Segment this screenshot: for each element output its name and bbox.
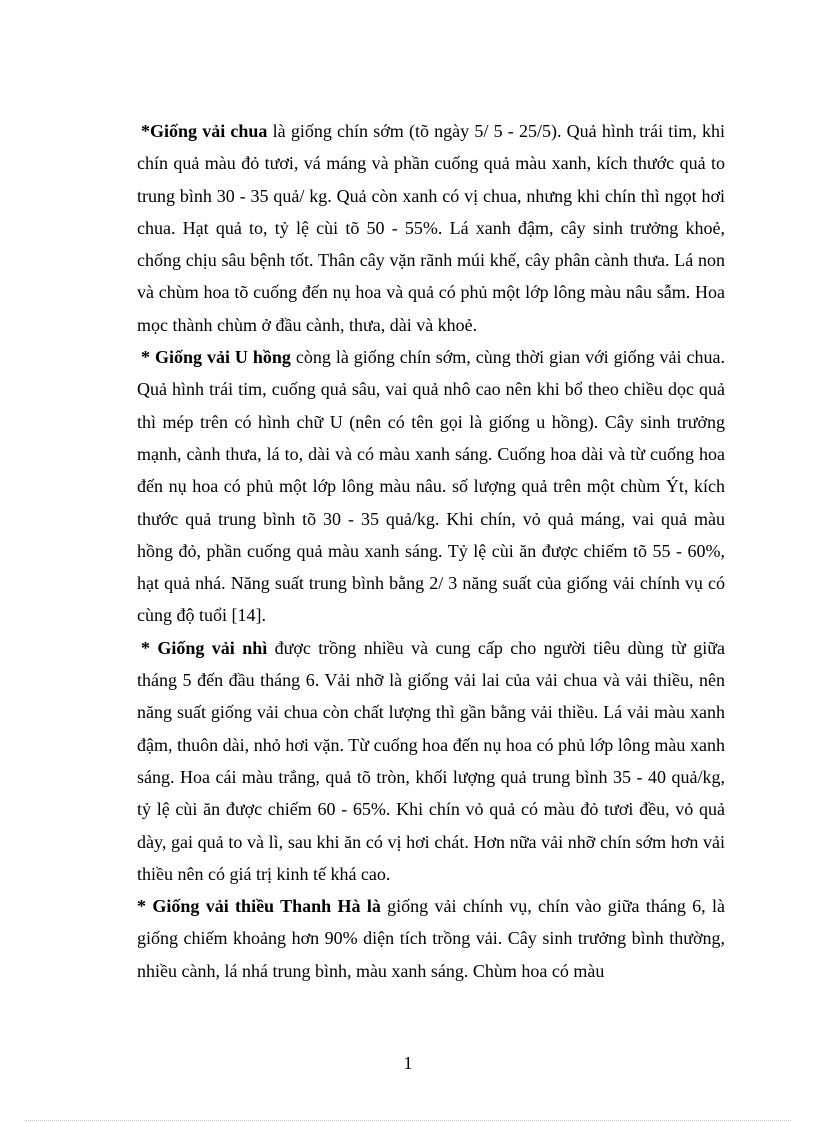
paragraph-text: được trồng nhiều và cung cấp cho người tiêu dùng từ giữa tháng 5 đến đầu tháng 6. Vải nhỡ là giống vải lai của vải chua và vải thiều, nên năng suất giống vải chua còn chất lượng thì gần bằng vải thiều. Lá vải màu xanh đậm, thuôn dài, nhỏ hơi vặn. Từ cuống hoa đến nụ hoa có phủ lớp lông màu xanh sáng. Hoa cái màu trắng, quả tõ tròn, khối lượng quả trung bình 35 - 40 quả/kg, tỷ lệ cùi ăn được chiếm 60 - 65%. Khi chín vỏ quả có màu đỏ tươi đều, vỏ quả dày, gai quả to và lì, sau khi ăn có vị hơi chát. Hơn nữa vải nhỡ chín sớm hơn vải thiều nên có giá trị kinh tế khá cao. <box>137 637 725 884</box>
paragraph-text: giống vải chính vụ, chín vào giữa tháng 6, là giống chiếm khoảng hơn 90% diện tích trồng vải. Cây sinh trưởng bình thường, nhiều cành, lá nhá trung bình, màu xanh sáng. Chùm hoa có màu <box>137 896 726 981</box>
page-bottom-divider <box>25 1120 791 1121</box>
paragraph-lead: * Giống vải nhì <box>141 637 268 658</box>
paragraph-lead: *Giống vải chua <box>141 121 268 141</box>
paragraph-vai-u-hong <box>137 341 725 632</box>
body-text <box>137 115 725 987</box>
page-number: 1 <box>403 1053 413 1073</box>
paragraph-lead: * Giống vải U hồng <box>141 347 291 368</box>
paragraph-text: còng là giống chín sớm, cùng thời gian với giống vải chua. Quả hình trái tim, cuống quả sâu, vai quả nhô cao nên khi bổ theo chiều dọc quả thì mép trên có hình chữ U (nên có tên gọi là giống u hồng). Cây sinh trưởng mạnh, cành thưa, lá to, dài và có màu xanh sáng. Cuống hoa dài và từ cuống hoa đến nụ hoa có phủ một lớp lông màu nâu. số lượng quả trên một chùm Ýt, kích thước quả trung bình tõ 30 - 35 quả/kg. Khi chín, vỏ quả máng, vai quả màu hồng đỏ, phần cuống quả màu xanh sáng. Tỷ lệ cùi ăn được chiếm tõ 55 - 60%, hạt quả nhá. Năng suất trung bình bằng 2/ 3 năng suất của giống vải chính vụ có cùng độ tuổi [14]. <box>137 347 725 626</box>
paragraph-vai-nhi <box>137 632 725 890</box>
paragraph-lead: * Giống vải thiều Thanh Hà là <box>137 896 381 917</box>
paragraph-vai-thieu <box>137 890 725 987</box>
paragraph-text: là giống chín sớm (tõ ngày 5/ 5 - 25/5). Quả hình trái tim, khi chín quả màu đỏ tươi, vá máng và phần cuống quả màu xanh, kích thước quả to trung bình 30 - 35 quả/ kg. Quả còn xanh có vị chua, nhưng khi chín thì ngọt hơi chua. Hạt quả to, tỷ lệ cùi tõ 50 - 55%. Lá xanh đậm, cây sinh trưởng khoẻ, chống chịu sâu bệnh tốt. Thân cây vặn rãnh múi khế, cây phân cành thưa. Lá non và chùm hoa tõ cuống đến nụ hoa và quả có phủ một lớp lông màu nâu sẫm. Hoa mọc thành chùm ở đầu cành, thưa, dài và khoẻ. <box>137 121 725 335</box>
paragraph-vai-chua <box>137 115 725 341</box>
